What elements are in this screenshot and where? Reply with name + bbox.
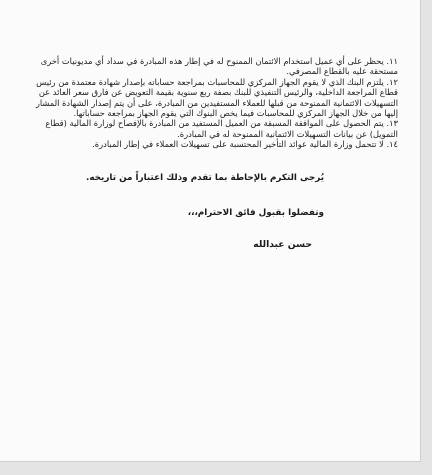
- signature-name: حسن عبدالله: [253, 238, 312, 250]
- clause-14: ١٤. لا تتحمل وزارة المالية عوائد التأخير المحتسبة على تسهيلات العملاء في إطار المبادرة.: [92, 139, 398, 150]
- letter-body: [22, 56, 402, 260]
- clause-13: ١٣. يتم الحصول على الموافقة المسبقة من العميل المستفيد من المبادرة بالإفصاح لوزارة المالية (قطاع التمويل) عن بيانات التسهيلات الائتمانية الممنوحة له في المبادرة.: [45, 118, 398, 139]
- clause-11: ١١. يحظر على أي عميل استخدام الائتمان الممنوح له في إطار هذه المبادرة في سداد أي مديونيات أخرى مستحقة عليه بالقطاع المصرفي.: [40, 56, 398, 77]
- closing-request: يُرجى التكرم بالإحاطة بما تقدم وذلك اعتباراً من تاريخه.: [86, 172, 324, 183]
- clause-12: ١٢. يلتزم البنك الذي لا يقوم الجهاز المركزي للمحاسبات بمراجعة حساباته بإصدار شهادة معتمدة من رئيس قطاع المراجعة الداخلية، والرئيس التنفيذي للبنك بصفة ربع سنوية بقيمة التعويض عن فارق سعر العائد عن التسهيلات الائتمانية الممنوحة من قبلها للعملاء المستفيدين من المبادرة، على أن يتم إصدار الشهادة المشار إليها من خلال الجهاز المركزي للمحاسبات فيما يخص البنوك التي يقوم الجهاز بمراجعة حساباتها.: [35, 76, 398, 119]
- closing-regards: وتفضلوا بقبول فائق الاحترام،،،: [187, 207, 324, 218]
